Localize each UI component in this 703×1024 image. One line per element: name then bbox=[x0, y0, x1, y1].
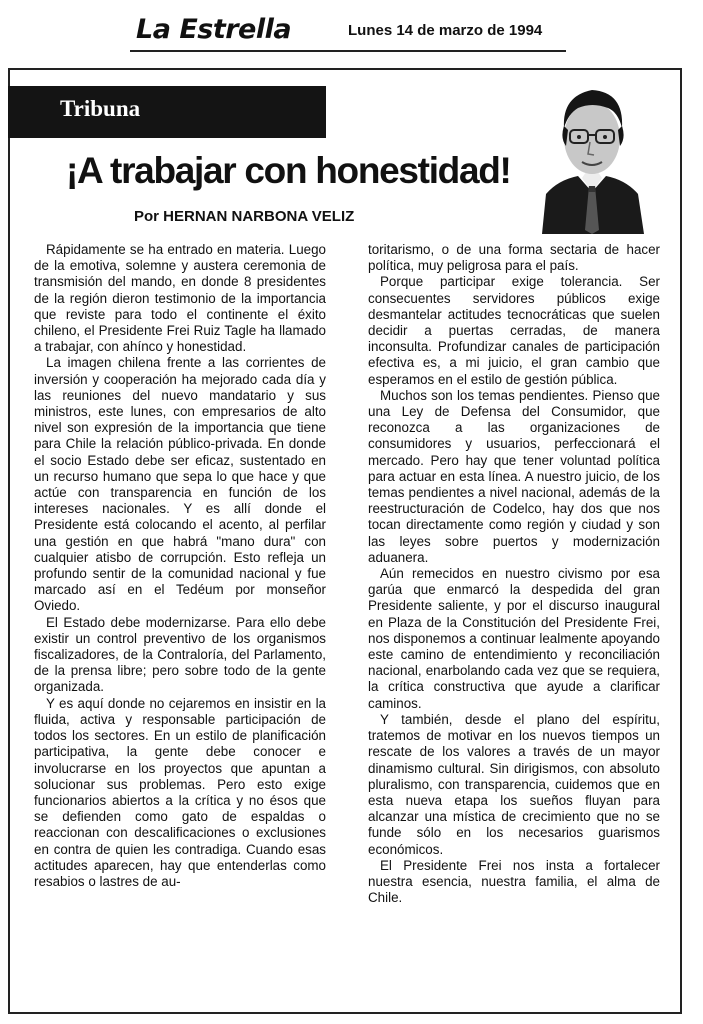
paragraph: Muchos son los temas pendientes. Pienso que una Ley de Defensa del Consumidor, que reconozca a las organizaciones de consumidores y usuarios, perfeccionará el mercado. Pero hay que tener voluntad política para actuar en esta línea. A nuestro juicio, de los temas pendientes a nivel nacional, además de la reestructuración de Codelco, hay dos que nos tocan directamente como región y ciudad y son las leyes sobre puertos y modernización aduanera. bbox=[368, 387, 660, 565]
masthead-rule bbox=[130, 50, 566, 52]
paragraph: Y es aquí donde no cejaremos en insistir en la fluida, activa y responsable participación de todos los sectores. En un estilo de planificación participativa, la gente debe conocer e involucrarse en los proyectos que apuntan a solucionar sus problemas. Pero esto exige funcionarios abiertos a la crítica y no ésos que se defienden como gato de espaldas o reaccionan con descalificaciones o exclusiones en contra de quien les contradiga. Cuando esas actitudes aparecen, hay que entenderlas como resabios o lastres de au- bbox=[34, 695, 326, 889]
paragraph: El Presidente Frei nos insta a fortalecer nuestra esencia, nuestra familia, el alma de Chile. bbox=[368, 857, 660, 906]
section-banner bbox=[8, 86, 326, 138]
newspaper-name: La Estrella bbox=[136, 14, 292, 45]
paragraph: Y también, desde el plano del espíritu, tratemos de motivar en los nuevos tiempos un rescate de los valores a través de un mayor dinamismo cultural. Sin dirigismos, con absoluto pluralismo, con transparencia, cuidemos que en esta nueva etapa los sueños fluyan para alcanzar una mística de crecimiento que no se funde sólo en los necesarios guarismos económicos. bbox=[368, 711, 660, 857]
paragraph: El Estado debe modernizarse. Para ello debe existir un control preventivo de los organismos fiscalizadores, de la Contraloría, del Parlamento, de la prensa libre; pero sobre todo de la gente organizada. bbox=[34, 614, 326, 695]
headline: ¡A trabajar con honestidad! bbox=[66, 150, 511, 191]
author-photo bbox=[538, 80, 646, 234]
paragraph: Rápidamente se ha entrado en materia. Luego de la emotiva, solemne y austera ceremonia de transmisión del mando, en donde 8 presidentes de la región dieron testimonio de la importancia que reviste para todo el continente el éxito chileno, el Presidente Frei Ruiz Tagle ha llamado a trabajar, con ahínco y honestidad. bbox=[34, 242, 326, 355]
issue-date: Lunes 14 de marzo de 1994 bbox=[348, 22, 543, 39]
byline: Por HERNAN NARBONA VELIZ bbox=[134, 208, 355, 225]
section-label: Tribuna bbox=[60, 96, 141, 121]
paragraph: La imagen chilena frente a las corrientes de inversión y cooperación ha mejorado cada día y las reuniones del nuevo mandatario y sus ministros, este lunes, con empresarios de alto nivel son expresión de la importancia que tiene para Chile la relación público-privada. En donde el socio Estado debe ser eficaz, sustentado en un recurso humano que sepa lo que hace y que actúe con transparencia en función de los intereses nacionales. Y es allí donde el Presidente está colocando el acento, al perfilar una gestión en que habrá "mano dura" con cualquier atisbo de corrupción. Esto refleja un profundo sentir de la comunidad nacional y fue marcado así en el Tedéum por monseñor Oviedo. bbox=[34, 355, 326, 614]
article-column-left bbox=[34, 242, 326, 890]
paragraph: Porque participar exige tolerancia. Ser consecuentes servidores públicos exige desmantelar actitudes tecnocráticas que suelen decidir a puertas cerradas, de manera inconsulta. Profundizar canales de participación efectiva es, a mi juicio, el gran cambio que esperamos en el estilo de gestión pública. bbox=[368, 274, 660, 387]
paragraph-continuation: toritarismo, o de una forma sectaria de hacer política, muy peligrosa para el país. bbox=[368, 242, 660, 274]
masthead bbox=[130, 10, 570, 54]
paragraph: Aún remecidos en nuestro civismo por esa garúa que enmarcó la despedida del gran Presidente saliente, y por el discurso inaugural en Plaza de la Constitución del Presidente Frei, nos disponemos a continuar lealmente apoyando este camino de entendimiento y reconciliación nacional, enarbolando cada vez que se requiera, la crítica constructiva que ayude a clarificar caminos. bbox=[368, 566, 660, 711]
article-column-right bbox=[368, 242, 660, 906]
